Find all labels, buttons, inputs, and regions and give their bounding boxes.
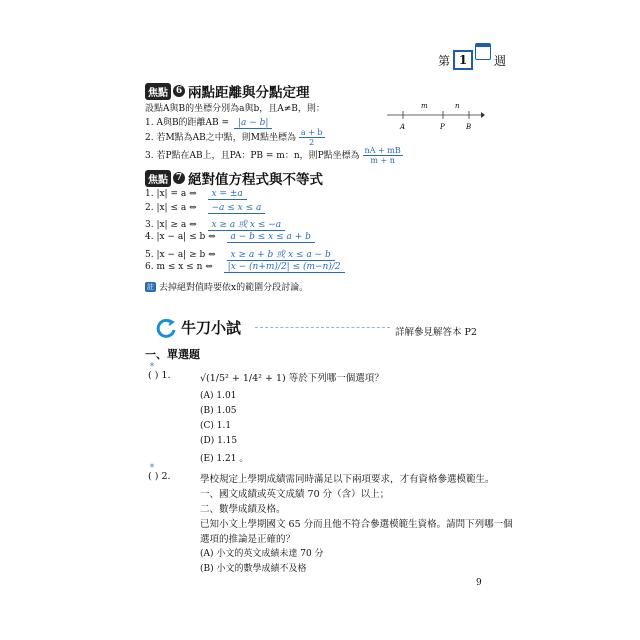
focus6-heading (145, 81, 310, 101)
item-text: 2. 若M點為AB之中點，則M點坐標為 (145, 133, 296, 143)
midpoint-fraction (299, 128, 325, 147)
focus7-item (145, 203, 265, 214)
fraction-denominator: m + n (370, 156, 395, 165)
fraction-denominator: 2 (309, 138, 315, 147)
week-prefix: 第 (438, 53, 451, 68)
label-P: P (440, 123, 445, 131)
note-text: 去掉絕對值時要依x的範圍分段討論。 (159, 283, 309, 293)
label-B: B (466, 123, 472, 131)
focus7-note (145, 280, 308, 293)
number-line-diagram (385, 98, 485, 132)
q2-line: 選項的推論是正確的？ (200, 534, 296, 545)
focus-tag: 焦點 (145, 170, 171, 187)
calendar-icon (475, 43, 491, 60)
item-text: 1. A與B的距離AB = (145, 118, 230, 128)
focus6-title: 兩點距離與分點定理 (188, 85, 310, 101)
item-answer: x = ±a (208, 189, 247, 200)
star-icon: * (150, 463, 154, 472)
note-icon: 註 (147, 282, 154, 291)
focus-tag: 焦點 (145, 83, 171, 100)
item-answer: |x − (n+m)/2| ≤ (m−n)/2 (224, 262, 345, 273)
q1-stem: √(1/5² + 1/4² + 1) 等於下列哪一個選項？ (200, 373, 384, 384)
q1-option[interactable]: (D) 1.15 (200, 436, 238, 446)
focus7-item (145, 217, 285, 231)
focus7-item (145, 247, 335, 261)
fraction-numerator: nA + mB (364, 146, 401, 155)
item-text: 1. |x| = a ⇔ (145, 189, 197, 199)
item-answer: |a − b| (234, 118, 272, 129)
focus7-item (145, 232, 315, 243)
week-badge (438, 50, 506, 70)
focus7-item (145, 262, 345, 273)
focus7-title: 絕對值方程式與不等式 (188, 172, 323, 188)
q1-option[interactable]: (C) 1.1 (200, 421, 232, 431)
division-fraction (363, 146, 403, 165)
item-text: 4. |x − a| ≤ b ⇔ (145, 232, 216, 242)
item-answer: x ≥ a 或 x ≤ −a (208, 217, 286, 231)
q1-number: ( ) 1. (148, 370, 171, 381)
star-icon: * (150, 362, 154, 371)
q2-line: 學校規定上學期成績需同時滿足以下兩項要求，才有資格參選模範生。 (200, 474, 495, 485)
label-A: A (400, 123, 406, 131)
decorative-wave (255, 327, 390, 332)
item-answer: x ≥ a + b 或 x ≤ a − b (227, 247, 335, 261)
focus6-item1 (145, 115, 272, 129)
swirl-icon (155, 318, 177, 338)
page-number: 9 (476, 578, 482, 588)
q1-option[interactable]: (A) 1.01 (200, 391, 237, 401)
q2-option[interactable]: (B) 小文的數學成績不及格 (200, 564, 307, 574)
fraction-numerator: a + b (300, 128, 323, 137)
q1-option[interactable]: (B) 1.05 (200, 406, 237, 416)
q2-line: 已知小文上學期國文 65 分而且他不符合參選模範生資格。請問下列哪一個 (200, 519, 513, 530)
week-number: 1 (453, 50, 473, 70)
week-suffix: 週 (494, 53, 507, 68)
quiz-title: 牛刀小試 (181, 319, 242, 337)
focus6-intro: 設點A與B的坐標分別為a與b，且A≠B，則： (145, 104, 325, 114)
focus7-heading (145, 168, 323, 188)
item-text: 5. |x − a| ≥ b ⇔ (145, 250, 216, 260)
focus6-item3 (145, 146, 403, 165)
focus7-item (145, 189, 247, 200)
section-heading: 一、單選題 (145, 348, 200, 361)
label-n: n (455, 102, 460, 110)
q2-option[interactable]: (A) 小文的英文成績未達 70 分 (200, 549, 324, 559)
label-m: m (421, 102, 428, 110)
item-answer: a − b ≤ x ≤ a + b (227, 232, 315, 243)
quiz-heading (155, 317, 241, 338)
answer-reference: 詳解參見解答本 P2 (395, 327, 477, 338)
focus-number: 6 (173, 85, 185, 97)
item-text: 2. |x| ≤ a ⇔ (145, 203, 197, 213)
item-text: 3. 若P點在AB上，且PA：PB = m：n，則P點坐標為 (145, 151, 360, 161)
item-text: 6. m ≤ x ≤ n ⇔ (145, 262, 213, 272)
focus6-item2 (145, 128, 325, 147)
item-answer: −a ≤ x ≤ a (208, 203, 266, 214)
q2-line: 一、國文成績或英文成績 70 分（含）以上； (200, 489, 390, 500)
q2-number: ( ) 2. (148, 471, 171, 482)
item-text: 3. |x| ≥ a ⇔ (145, 220, 197, 230)
q2-line: 二、數學成績及格。 (200, 504, 286, 515)
focus-number: 7 (173, 172, 185, 184)
arrow-head-icon (481, 112, 485, 118)
q1-option[interactable]: (E) 1.21 。 (200, 454, 249, 464)
